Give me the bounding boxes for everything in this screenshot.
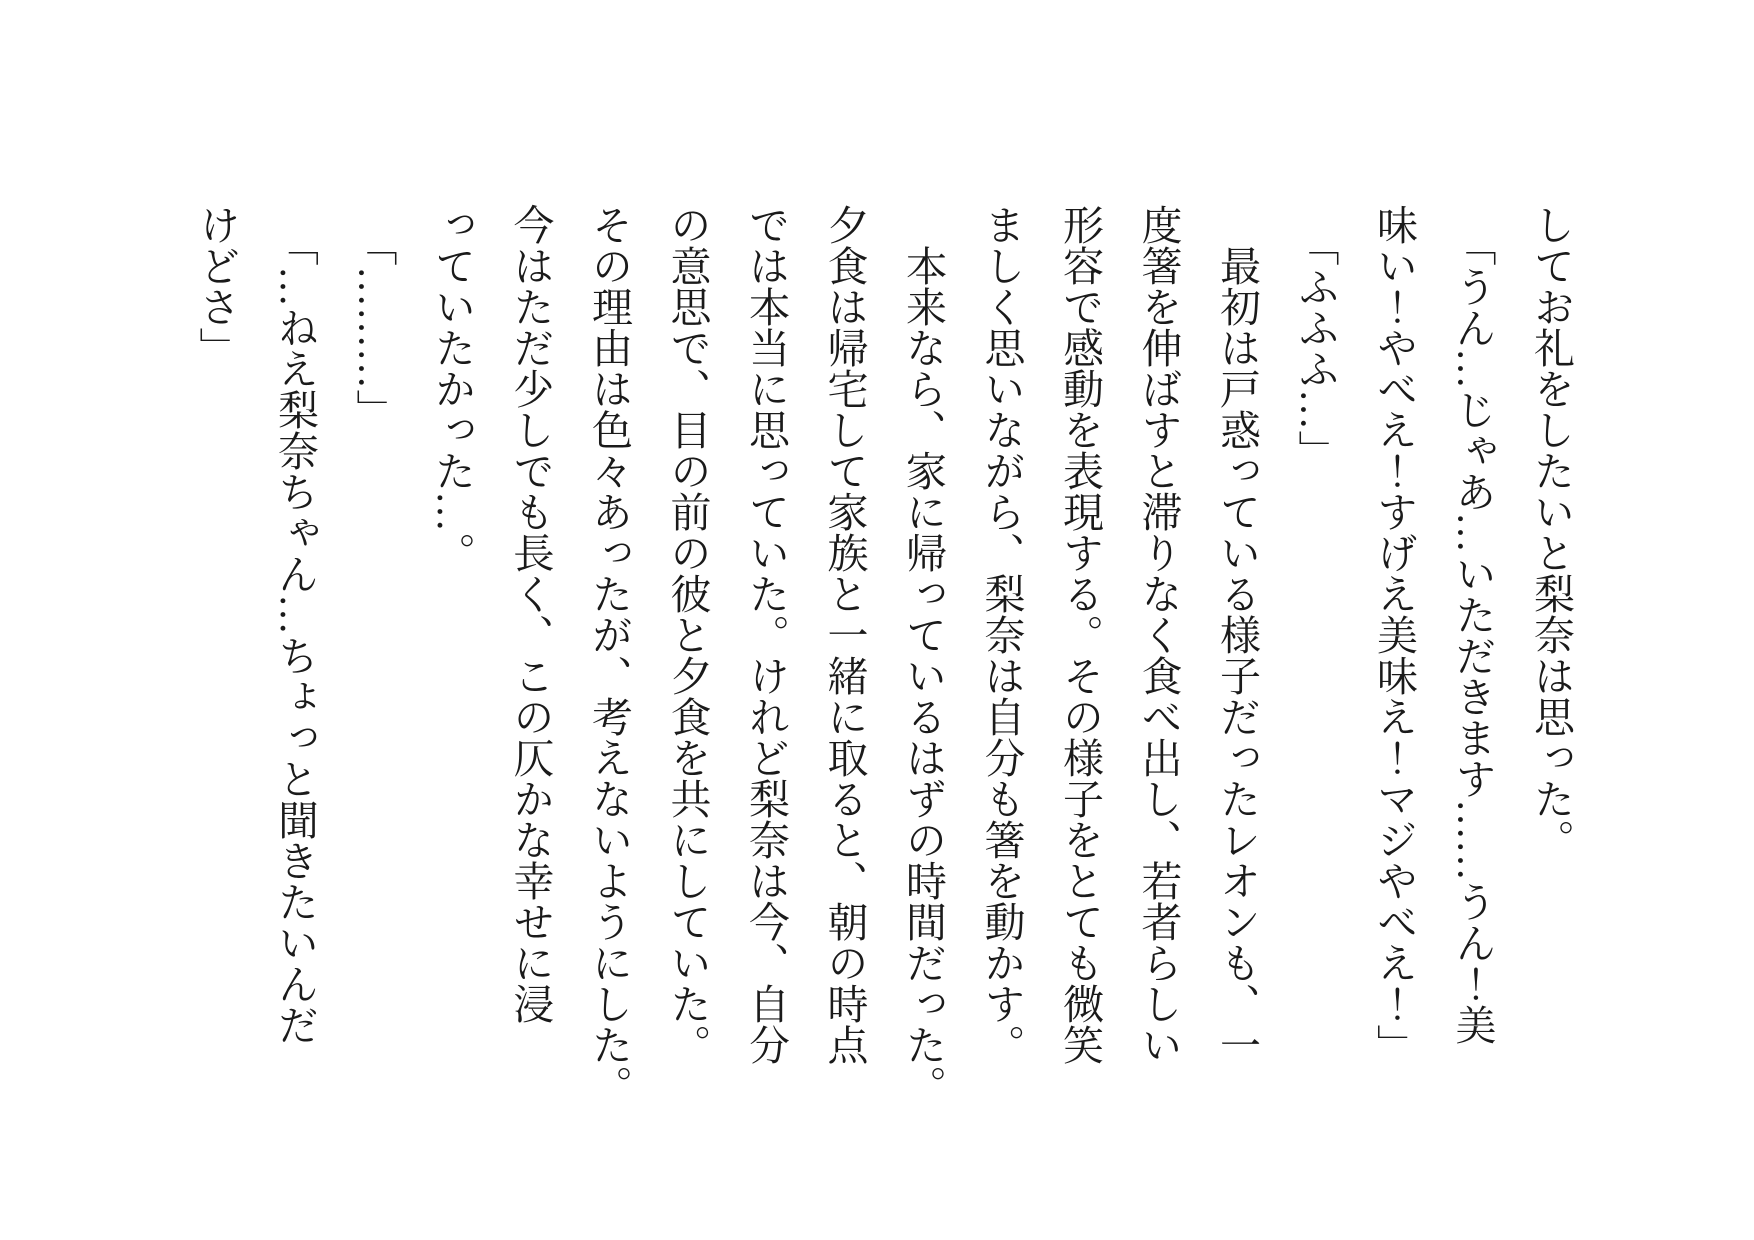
text-line: 「ふふふ…」 (1292, 224, 1339, 471)
text-line: 「…ねえ梨奈ちゃん…ちょっと聞きたいんだ (272, 224, 318, 1045)
text-line: では本当に思っていた。けれど梨奈は今、自分 (743, 204, 789, 1065)
text-line: 夕食は帰宅して家族と一緒に取ると、朝の時点 (821, 204, 868, 1065)
text-line: 「うん…じゃあ…いただきます……うん！美 (1449, 224, 1496, 1045)
text-line: 「………」 (350, 224, 397, 430)
text-line: けどさ」 (193, 204, 240, 368)
text-line: 味い！やべえ！すげえ美味え！マジやべえ！」 (1371, 204, 1417, 1065)
text-line: 最初は戸惑っている様子だったレオンも、一 (1214, 245, 1260, 1065)
text-line: ましく思いながら、梨奈は自分も箸を動かす。 (978, 204, 1025, 1065)
text-line: してお礼をしたいと梨奈は思った。 (1528, 204, 1574, 860)
text-line: 度箸を伸ばすと滞りなく食べ出し、若者らしい (1135, 204, 1182, 1065)
text-line: その理由は色々あったが、考えないようにした。 (586, 204, 632, 1106)
vertical-text-block (177, 204, 1590, 1116)
text-line: 本来なら、家に帰っているはずの時間だった。 (900, 245, 946, 1106)
text-line: 形容で感動を表現する。その様子をとても微笑 (1057, 204, 1103, 1065)
text-line: 今はただ少しでも長く、この仄かな幸せに浸 (507, 204, 554, 1024)
text-line: の意思で、目の前の彼と夕食を共にしていた。 (664, 204, 711, 1065)
text-line: っていたかった…。 (429, 204, 475, 573)
